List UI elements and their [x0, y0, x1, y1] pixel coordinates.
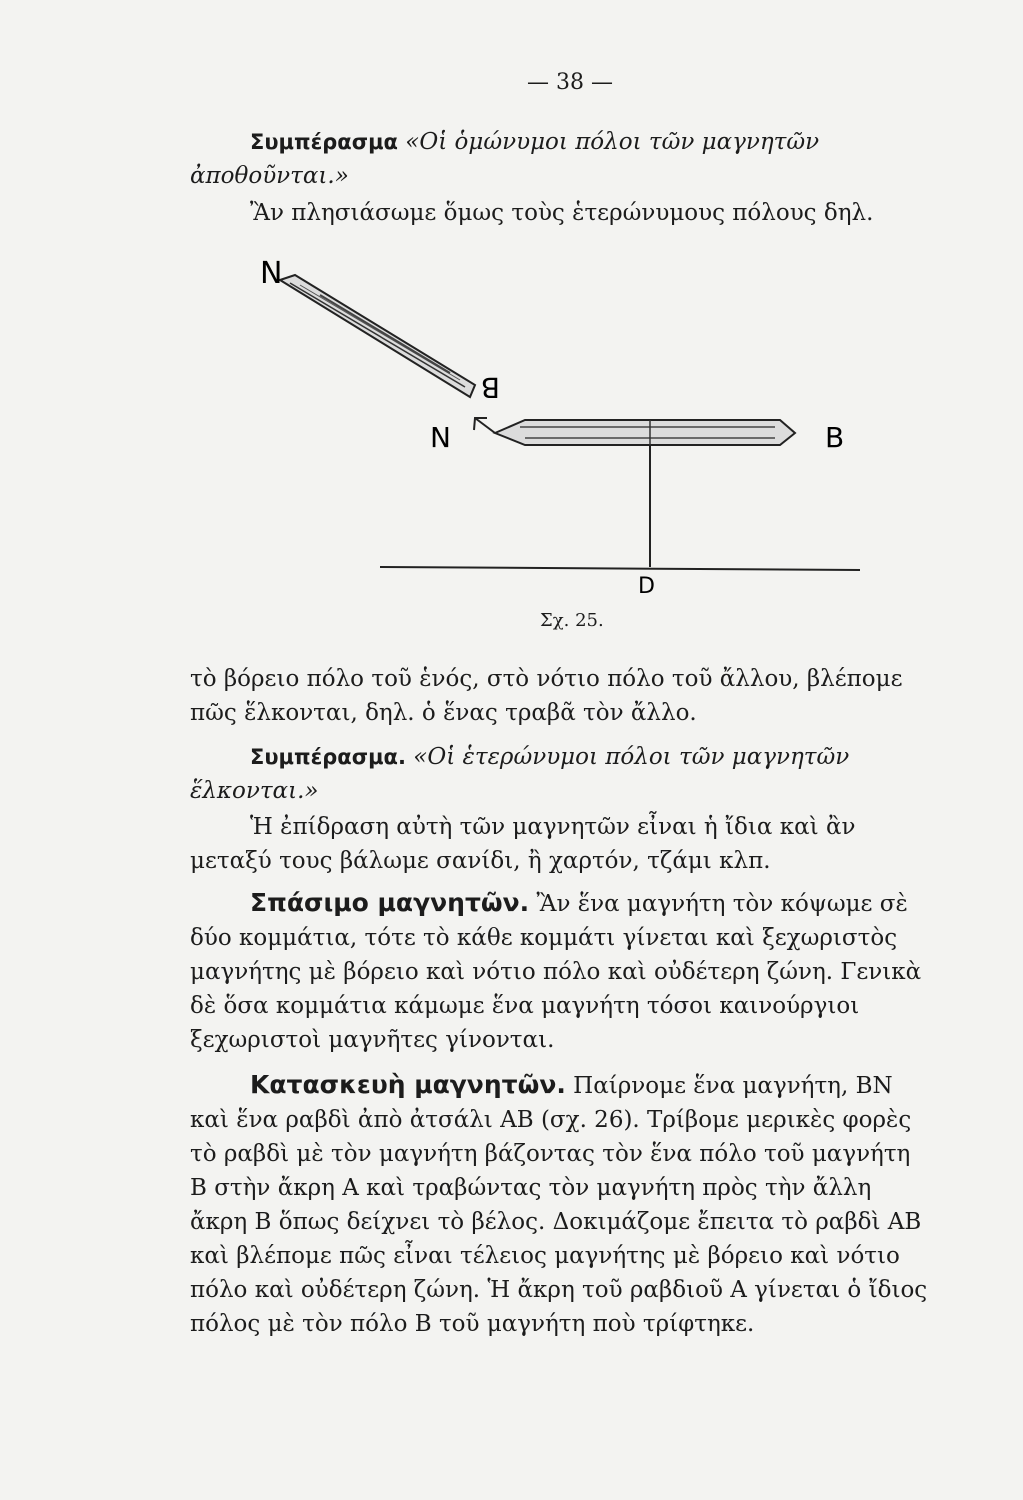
- section-text-making: Παίρνομε ἕνα μαγνήτη, ΒΝ καὶ ἕνα ραβδὶ ἀπὸ ἀτσάλι ΑΒ (σχ. 26). Τρίβομε μερικὲς φορὲς τὸ ραβδὶ μὲ τὸν μαγνήτη βάζοντας τὸν ἕνα πόλο τοῦ μαγνήτη Β στὴν ἄκρη Α καὶ τραβώντας τὸν μαγνήτη πρὸς τὴν ἄλλη ἄκρη Β ὅπως δείχνει τὸ βέλος. Δοκιμάζομε ἔπειτα τὸ ραβδὶ ΑΒ καὶ βλέπομε πῶς εἶναι τέλειος μαγνήτης μὲ βόρειο καὶ νότιο πόλο καὶ οὐδέτερη ζώνη. Ἡ ἄκρη τοῦ ραβδιοῦ Α γίνεται ὁ ἴδιος πόλος μὲ τὸν πόλο Β τοῦ μαγνήτη ποὺ τρίφτηκε.: [190, 1073, 928, 1337]
- section-text-breaking: Ἂν ἕνα μαγνήτη τὸν κόψωμε σὲ δύο κομμάτια, τότε τὸ κάθε κομμάτι γίνεται καὶ ξεχωριστὸς μαγνήτης μὲ βόρειο καὶ νότιο πόλο καὶ οὐδέτερη ζώνη. Γενικὰ δὲ ὅσα κομμάτια κάμωμε ἕνα μαγνήτη τόσοι καινούργιοι ξεχωριστοὶ μαγνῆτες γίνονται.: [190, 891, 922, 1053]
- base-line: [380, 567, 860, 570]
- attraction-text: τὸ βόρειο πόλο τοῦ ἑνός, στὸ νότιο πόλο τοῦ ἄλλου, βλέπομε πῶς ἕλκονται, δηλ. ὁ ἕνας τραβᾶ τὸν ἄλλο.: [190, 666, 903, 726]
- conclusion-text: «Οἱ ὁμώνυμοι πόλοι τῶν μαγνητῶν ἀποθοῦνται.»: [190, 129, 820, 189]
- effect-paragraph: [190, 810, 930, 878]
- label-b-right: B: [825, 421, 845, 454]
- figure-caption: Σχ. 25.: [540, 610, 604, 631]
- label-base: D: [638, 574, 655, 599]
- section-heading-making: Κατασκευὴ μαγνητῶν.: [250, 1070, 566, 1099]
- section-making-magnets: [190, 1068, 930, 1341]
- conclusion-label: Συμπέρασμα: [250, 130, 398, 154]
- horizontal-magnet: [495, 420, 795, 445]
- effect-text: Ἡ ἐπίδραση αὐτὴ τῶν μαγνητῶν εἶναι ἡ ἴδια καὶ ἂν μεταξύ τους βάλωμε σανίδι, ἢ χαρτόν, τζάμι κλπ.: [190, 814, 856, 874]
- section-breaking-magnets: [190, 886, 930, 1057]
- page-number: — 38 —: [527, 70, 613, 95]
- attraction-arrow: [474, 418, 495, 433]
- section-heading-breaking: Σπάσιμο μαγνητῶν.: [250, 888, 530, 917]
- intro-text: Ἂν πλησιάσωμε ὅμως τοὺς ἑτερώνυμους πόλους δηλ.: [250, 200, 874, 226]
- label-n-left: N: [430, 421, 451, 454]
- attraction-paragraph: [190, 662, 930, 730]
- conclusion-label-2: Συμπέρασμα.: [250, 745, 406, 769]
- diagonal-magnet: [280, 275, 475, 397]
- label-n-top: N: [260, 256, 283, 291]
- magnet-figure: [260, 255, 880, 635]
- intro-paragraph: [190, 196, 930, 230]
- conclusion-text-2: «Οἱ ἑτερώνυμοι πόλοι τῶν μαγνητῶν ἕλκονται.»: [190, 744, 850, 804]
- conclusion-like-poles: [190, 125, 930, 193]
- label-b-mid: B: [480, 371, 500, 404]
- conclusion-unlike-poles: [190, 740, 930, 808]
